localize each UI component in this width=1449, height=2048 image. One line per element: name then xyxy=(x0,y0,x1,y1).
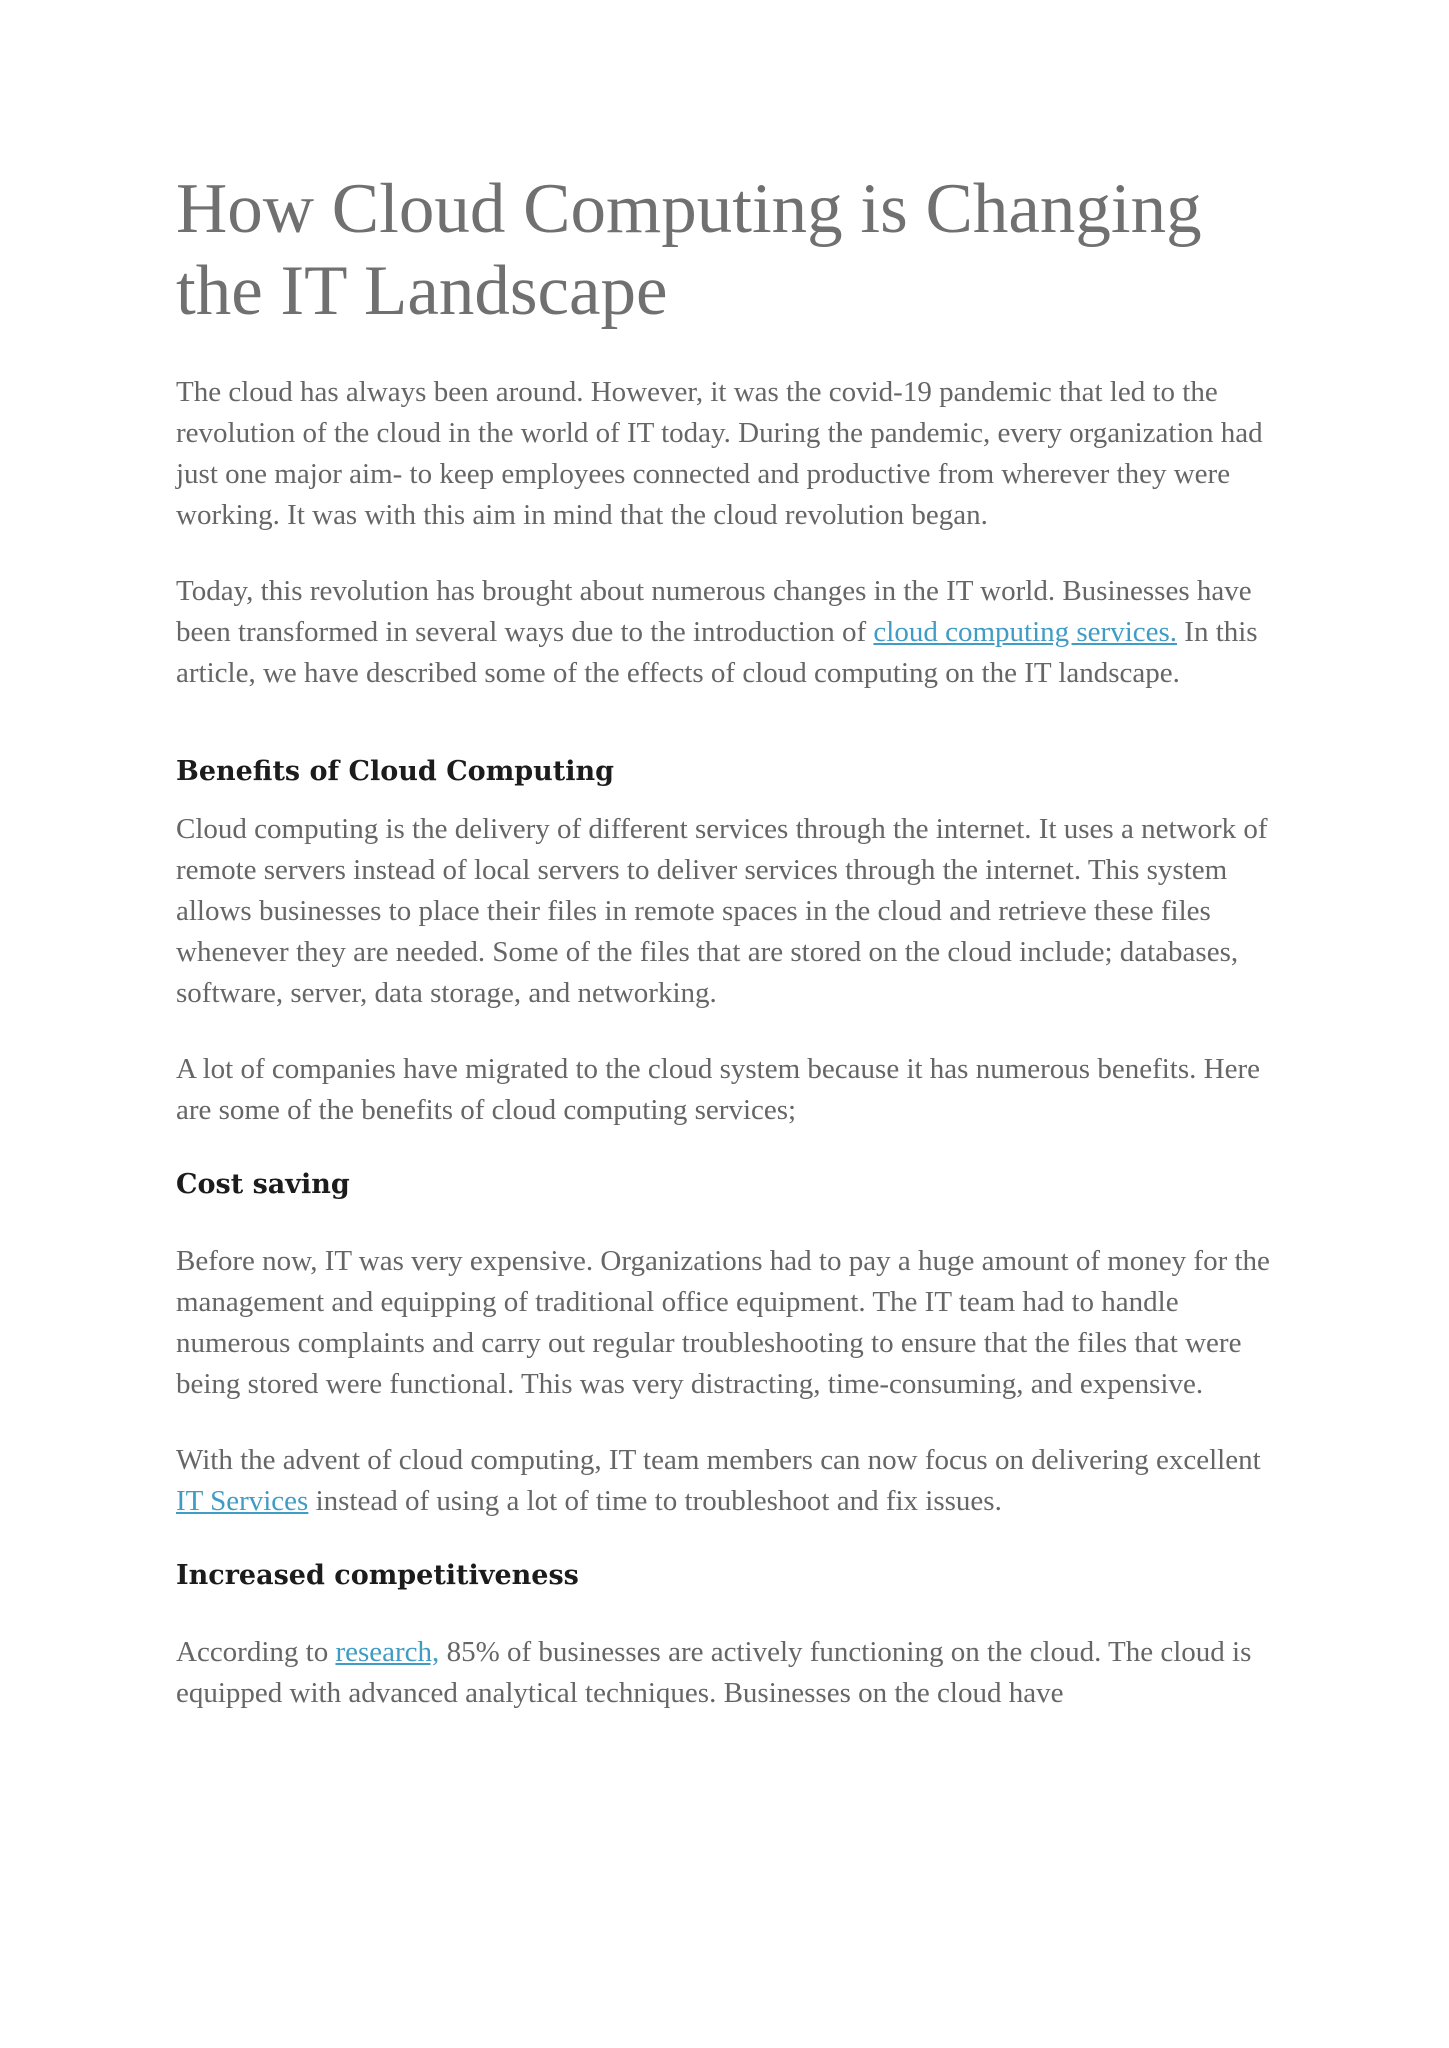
competitiveness-heading: Increased competitiveness xyxy=(176,1560,579,1591)
competitiveness-paragraph-1-text-b: 85% of businesses are actively functioning on the cloud. The cloud is equipped with advanced analytical techniques. Businesses on the cloud have xyxy=(176,1636,1252,1709)
competitiveness-paragraph-1 xyxy=(176,1632,1286,1714)
intro-paragraph-1: The cloud has always been around. However, it was the covid-19 pandemic that led to the revolution of the cloud in the world of IT today. During the pandemic, every organization had just one major aim- to keep employees connected and productive from wherever they were working. It was with this aim in mind that the cloud revolution began. xyxy=(176,376,1263,531)
cloud-computing-services-link[interactable]: cloud computing services. xyxy=(873,616,1178,648)
cost-saving-paragraph-2-text-a: With the advent of cloud computing, IT team members can now focus on delivering excellent xyxy=(176,1444,1261,1476)
intro-paragraph-2-text-b: In this article, we have described some of the effects of cloud computing on the IT landscape. xyxy=(176,616,1258,689)
competitiveness-paragraph-1-text-a: According to xyxy=(176,1636,336,1668)
cost-saving-heading: Cost saving xyxy=(176,1169,350,1200)
it-services-link[interactable]: IT Services xyxy=(176,1485,309,1517)
intro-paragraph-2 xyxy=(176,571,1286,694)
intro-paragraph-2-text-a: Today, this revolution has brought about numerous changes in the IT world. Businesses have been transformed in several ways due to the introduction of xyxy=(176,575,1252,648)
benefits-heading: Benefits of Cloud Computing xyxy=(176,756,615,787)
page-title: How Cloud Computing is Changing the IT Landscape xyxy=(176,170,1202,330)
cost-saving-paragraph-1: Before now, IT was very expensive. Organizations had to pay a huge amount of money for the management and equipping of traditional office equipment. The IT team had to handle numerous complaints and carry out regular troubleshooting to ensure that the files that were being stored were functional. This was very distracting, time-consuming, and expensive. xyxy=(176,1245,1270,1400)
benefits-paragraph-2: A lot of companies have migrated to the cloud system because it has numerous benefits. Here are some of the benefits of cloud computing services; xyxy=(176,1053,1260,1126)
research-link[interactable]: research, xyxy=(335,1636,440,1668)
cost-saving-paragraph-2 xyxy=(176,1440,1286,1522)
benefits-paragraph-1: Cloud computing is the delivery of different services through the internet. It uses a network of remote servers instead of local servers to deliver services through the internet. This system allows businesses to place their files in remote spaces in the cloud and retrieve these files whenever they are needed. Some of the files that are stored on the cloud include; databases, software, server, data storage, and networking. xyxy=(176,813,1268,1009)
cost-saving-paragraph-2-text-b: instead of using a lot of time to troubleshoot and fix issues. xyxy=(308,1485,1002,1517)
article xyxy=(176,168,1286,1749)
